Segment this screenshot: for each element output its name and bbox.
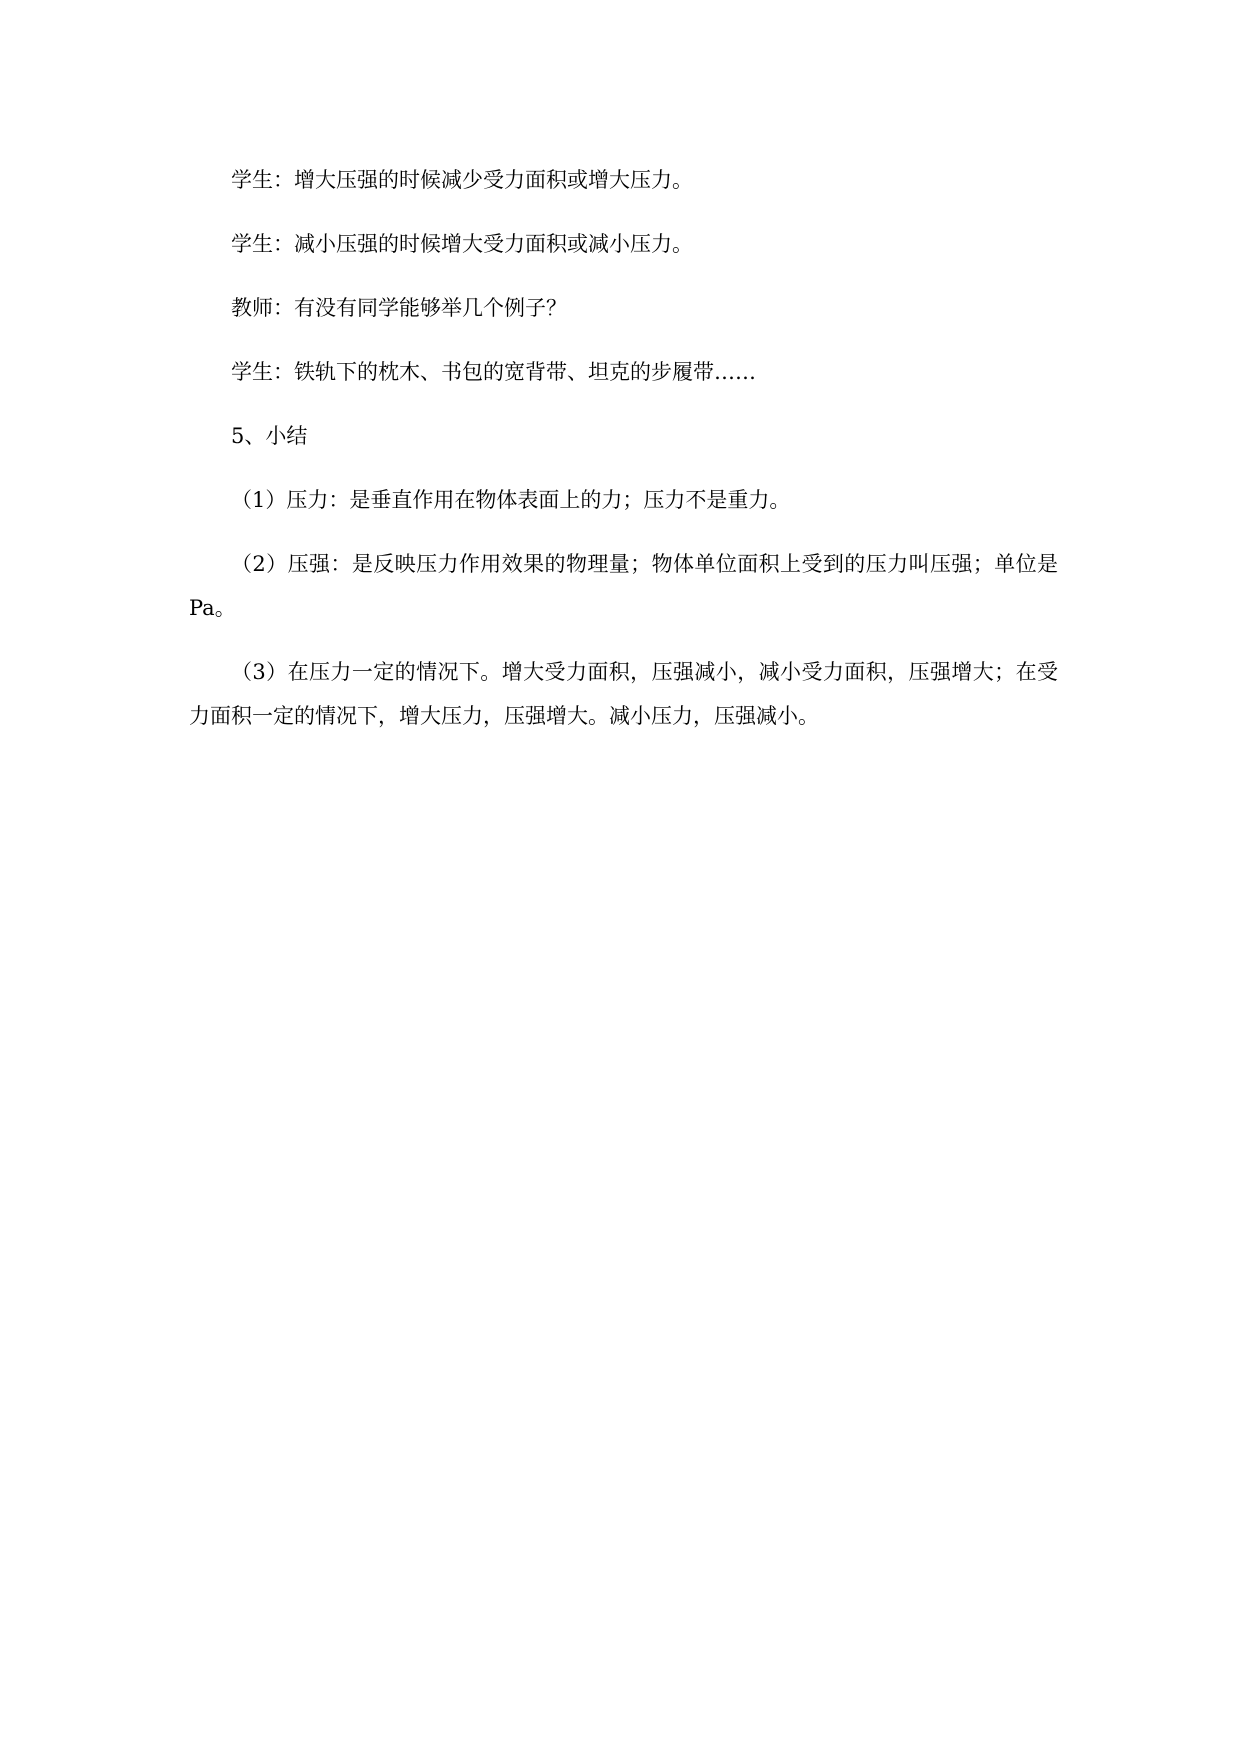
- paragraph-student-examples: 学生：铁轨下的枕木、书包的宽背带、坦克的步履带……: [231, 360, 756, 384]
- section-heading-summary: 5、小结: [231, 424, 308, 448]
- summary-item-pressure-relations: （3）在压力一定的情况下。增大受力面积，压强减小，减小受力面积，压强增大；在受力面积一定的情况下，增大压力，压强增大。减小压力，压强减小。: [189, 660, 1058, 728]
- paragraph-student-increase-pressure: 学生：增大压强的时候减少受力面积或增大压力。: [231, 168, 693, 192]
- paragraph-student-decrease-pressure: 学生：减小压强的时候增大受力面积或减小压力。: [231, 232, 693, 256]
- summary-item-pressure-definition: （2）压强：是反映压力作用效果的物理量；物体单位面积上受到的压力叫压强；单位是 Pa。: [189, 552, 1058, 620]
- summary-item-pressure-force: （1）压力：是垂直作用在物体表面上的力；压力不是重力。: [231, 488, 791, 512]
- paragraph-teacher-question: 教师：有没有同学能够举几个例子？: [231, 296, 567, 320]
- document-body: [189, 158, 1058, 758]
